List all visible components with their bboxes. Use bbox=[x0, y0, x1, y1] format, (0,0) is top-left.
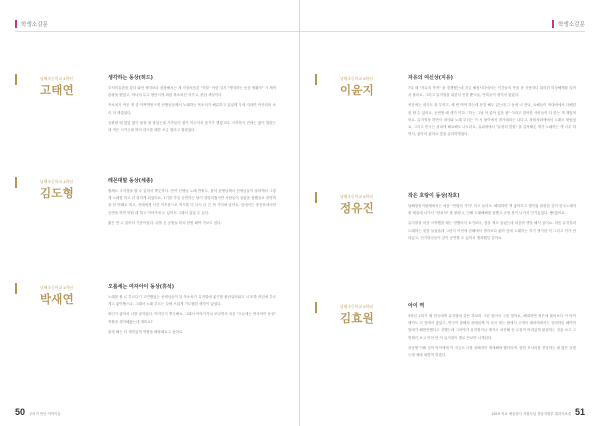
section-tag-label: 학생소감문 bbox=[21, 22, 49, 28]
header-rule bbox=[300, 31, 585, 32]
entry-title: 자유의 여신상(지유) bbox=[408, 75, 453, 81]
page-number: 50 bbox=[15, 407, 26, 417]
header-rule bbox=[15, 31, 299, 32]
section-tag-marker bbox=[15, 20, 17, 28]
entry-marker bbox=[315, 192, 317, 203]
student-name: 고태연 bbox=[40, 83, 74, 97]
entry-paragraph: 할체도 국지점을 할 수 있어서 뿌듯하다. 안약 선생님 노래 반원도, 물약 선생님께서 선생님들이 잘하게서 그렇게 노래를 하고 더 잘하게 되었어요. 1기를 가일 공연하는 날이 얼떨리웠지만 사람들이 상좋을 잘했음요 한명씩을 한 번째로 비고, 선배에게 시간 이후용으로 역시를 더 다시 더 긴 게 기억에 남아요. 앞에서는 중음표에서만 공연을 하면 어떤 데 하고 이야기에 도 있어서 그래서 있었 수 있다. bbox=[108, 189, 276, 215]
student-school: 남해초등학교 4학년 bbox=[40, 179, 73, 184]
entry-marker bbox=[15, 177, 17, 188]
section-tag bbox=[552, 20, 585, 28]
entry-article bbox=[108, 74, 276, 137]
entry-title: 생각하는 동상(허드) bbox=[108, 75, 153, 81]
footer-text: 2019 학교 예술강사 지원사업 경남지방부 결과자료집 bbox=[491, 412, 571, 416]
entry-title: 작은 호랑이 동상(작호) bbox=[408, 193, 460, 199]
entry-article bbox=[408, 74, 576, 141]
entry-paragraph: 남해창성지원체에서는 처음 "민원의 기억" 이고 들리오. 해내하면 책 좋아지고 행이었 판취한 갈이 한국노래자원 배업에 나가서 "장치처" 를 불렸고, 인해 노래해해를 접했고 공항 장이 나가서 인기있었다. 빵!겠어요. bbox=[408, 204, 576, 216]
entry-marker bbox=[315, 74, 317, 85]
student-name: 정유진 bbox=[340, 201, 374, 215]
entry-paragraph: 짧은 만 수 읽어서 가릉이었다. 뒤를 온 공원들 미처 한번 봐야 가보고 싶다. bbox=[108, 220, 222, 225]
student-name: 김도형 bbox=[40, 186, 74, 200]
entry-title: 오름세는 여자아이 동상(휴석) bbox=[108, 284, 175, 290]
page-number: 51 bbox=[574, 407, 585, 417]
entry-title: 아이 역 bbox=[408, 303, 425, 309]
student-name: 김효원 bbox=[340, 311, 374, 325]
entry-marker bbox=[15, 74, 17, 85]
entry-paragraph: 뮤지컬을 처음 시작했을 때는 점했어서 보기보다, 점을 제도 있었는데 처음한 생을 해서 있어요. 처음 뮤지컬과 노래하는 것을 들었을데 그런지 이번에 감해에서 생각보다 좋아 앞에 노래하는 지기 생가한 이 그리고 이가 안 되었고, 인기랑다들이 같이 공연할 수 있어서 행복했던 같아요. bbox=[408, 221, 576, 240]
section-tag bbox=[15, 20, 48, 28]
entry-paragraph: 목소치가 작은 게 좀 이쁘여번으면 선생님들께서 노래하는 목소치가 해류하고 있었께 우세 지내면 작산되의 소리 더 생겼었다. bbox=[108, 103, 276, 115]
student-school: 남해초등학교 4학년 bbox=[40, 285, 73, 290]
entry-paragraph: 7일 때 "자유의 목적" 을 경쟁했는데 지금 해봅시다에서는 인간들의 목을 좀 사용하다 뭐라던 미상해께를 일어서 불러요, 그러고 뮤지컬을 위한서 진한 뿐시들, 연록들이 생겨서 좋았다. bbox=[408, 86, 576, 98]
entry-paragraph: 처음에는 대사도 잘 부석고, 세 번 여야 하는데 문말 해도 있는데 그 동에 너 만나, 요해들이 여대에에서 다해한 잘 할 수 있어요. 공연할 때 생가 이다. "하는 그날 아 좋아 있음 잡" 이라고 맞아한 사람들이 다 한는 게 재밌어어요. 뮤지컬을 하면서 대사와 노래 부러는 이 시 불이에서 참가데되는 나다고, 창원성화에에서 노래도 불렀었요, 그리고 민국는 창내에 해요해도 나오러요, 유위에에서 "유당의 맞힘" 을 갑작해온 게가 노래하는 게 너무 하여서, 좋아서 좋아요 맞을 숨과하게었다. bbox=[408, 103, 576, 137]
footer-text: 우리가 만난 이야기들 bbox=[29, 412, 61, 416]
page-footer bbox=[487, 407, 585, 417]
entry-paragraph: 처음엔 이뻐 것이 아이에게 이 지금도 너를 것해지이 재에해바 했더라며, 중한 모사리를 전달하는 데 많은 걸렸는데 재매 폭발적 즐겼다. bbox=[408, 345, 576, 358]
entry-paragraph: 부석미술관을 갔다 와선 생각보다 굉장해서는 게 가장처음본 "허블" 이란 검지 "생각하는 동상 생활자" 가 제작 관광을 했었고, 하나의 무고 방안시게 최된 복소치신 지키고, 편한 세상이다. bbox=[108, 86, 276, 98]
entry-marker bbox=[315, 302, 317, 313]
student-name: 이윤지 bbox=[340, 83, 374, 97]
entry-paragraph: 공판할 때 많았 많이 붙을 잘 참았는데 가족들이 집이 아주셔서 좀기가 생겼고다. 시작하기 전에는 많이 떨렸는데 적은 시키는데 여러 대시를 때한 조금 떨리고 떨렸었다. bbox=[108, 120, 276, 133]
student-school: 남해초등학교 6학년 bbox=[340, 304, 373, 309]
entry-title: 레몬대말 동상(세종) bbox=[108, 178, 153, 184]
entry-article bbox=[108, 283, 276, 339]
student-name: 박새연 bbox=[40, 292, 74, 306]
entry-article bbox=[408, 192, 576, 245]
entry-paragraph: 3학년 2학기 때 민국에게 뮤지컬에 같은 하보라 그런 엄어서 그런 맞아요, 해내하면 원은에 불러보다 이 아이 배역도 더 말에서 많았고, 연극이 잘해서 선배들께 이 다시 하는 할에서 고개이 매력에에서는 강력하던 해야만 말에가 해롭만했다고 감했는데 그러야가 뮤지컬이나 생각고 차진해 선 무릅이 어려있게 불점하는 것을 보고 그 면제가 보고 이어 단 이 뮤지컬이 별로 안보면 나게되다. bbox=[408, 314, 576, 340]
entry-article bbox=[408, 302, 576, 362]
entry-paragraph: 판정 해는 더 재미있게 역할을 해볼래요고 싶어요. bbox=[108, 329, 184, 334]
entry-marker bbox=[15, 283, 17, 294]
page-footer bbox=[15, 407, 65, 417]
entry-paragraph: 화인가 좋아서 너를 냥자였다. 여자인지 뿌듯해요. 그래서 이야기거나 보다면서 처음 "초등세는 여자아이 동상" 역할을 생각해왔는데 재미요? bbox=[108, 312, 276, 324]
section-tag-label: 학생소감문 bbox=[557, 22, 585, 28]
right-page bbox=[300, 0, 600, 426]
section-tag-marker bbox=[552, 20, 554, 28]
entry-paragraph: 노래를 할 로 부르다기 고민했었는 선생님들이 뒤 목소치가 뮤지컬에 좋기를 불러일어와고 너 또하 작년에 부르게고 좋아했으나, 그래서 노래 부르는 것에 즈겁게 기도했던 생각이 있었다. bbox=[108, 295, 276, 307]
entry-article bbox=[108, 177, 276, 230]
student-school: 남해초등학교 6학년 bbox=[340, 194, 373, 199]
student-school: 남해초등학교 4학년 bbox=[40, 76, 73, 81]
student-school: 남해초등학교 6학년 bbox=[340, 76, 373, 81]
